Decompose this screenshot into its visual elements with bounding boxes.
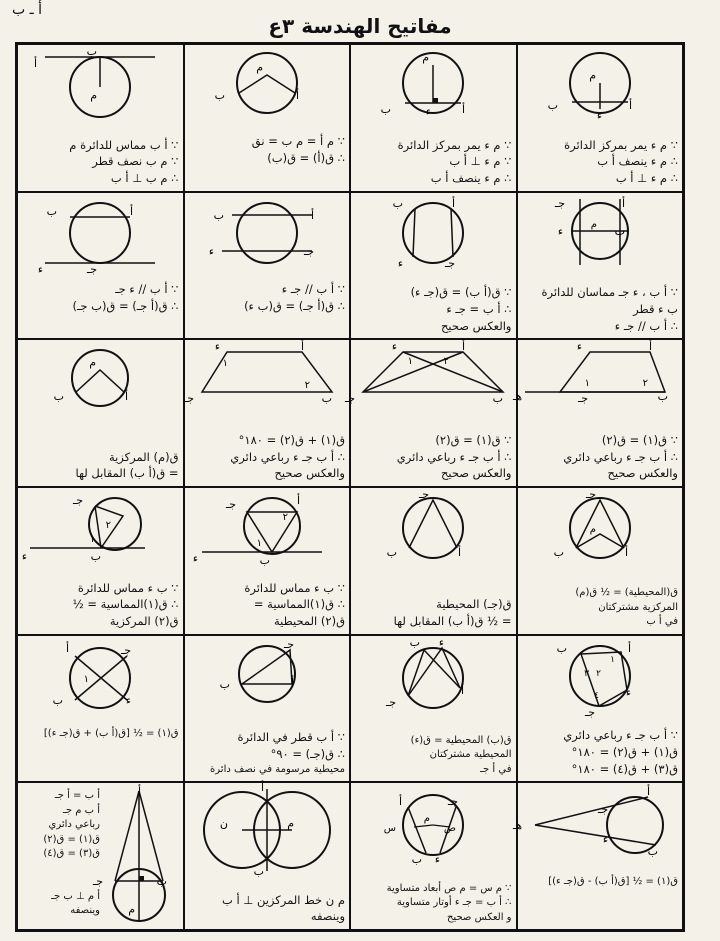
figure-18	[368, 635, 498, 718]
svg-text:جـ: جـ	[345, 392, 356, 406]
svg-text:ص: ص	[444, 823, 457, 835]
figure-21	[512, 785, 680, 865]
svg-text:جـ: جـ	[87, 262, 98, 276]
svg-text:ب: ب	[259, 554, 270, 567]
svg-text:جـ: جـ	[183, 392, 194, 406]
svg-text:جـ: جـ	[121, 643, 132, 657]
svg-text:جـ: جـ	[554, 196, 565, 210]
svg-text:جـ: جـ	[303, 244, 314, 258]
theorem-cell-7	[184, 192, 351, 340]
theorem-cell-9	[512, 339, 684, 487]
theorem-cell-10	[345, 339, 517, 487]
theorem-text-23: م ن خط المركزين ⊥ أ ب وينصفه	[221, 892, 345, 924]
theorem-cell-13	[517, 487, 684, 635]
svg-text:جـ: جـ	[597, 803, 608, 817]
svg-text:٢: ٢	[443, 356, 450, 368]
svg-text:م: م	[127, 903, 135, 917]
theorem-text-13: ق(المحيطية) = ½ ق(م) المركزية مشتركتان في أ ب	[575, 587, 678, 628]
theorem-cell-1	[517, 44, 684, 192]
theorem-text-6: ∵ ق(أ ب) = ق(جـ ء) ∴ أ ب = جـ ء والعكس صحيح	[410, 285, 512, 333]
svg-text:ب: ب	[86, 45, 98, 58]
svg-text:هـ: هـ	[512, 819, 522, 833]
theorem-text-14: ق(جـ) المحيطية = ½ ق(أ ب) المقابل لها	[393, 597, 512, 628]
svg-text:ء: ء	[398, 256, 404, 270]
figure-10	[345, 340, 513, 406]
figure-2	[373, 47, 493, 127]
svg-text:أ: أ	[452, 196, 456, 210]
svg-text:ء: ء	[439, 635, 445, 649]
theorem-cell-6	[350, 192, 517, 340]
figure-23	[192, 781, 342, 879]
svg-text:أ: أ	[66, 641, 70, 655]
svg-text:٢: ٢	[642, 378, 648, 390]
figure-24	[92, 785, 179, 925]
svg-text:ب: ب	[321, 392, 332, 406]
corner-mark: أ ـ ب	[12, 2, 43, 18]
theorem-text-4: ∵ أ ب مماس للدائرة م ∵ م ب نصف قطر ∴ م ب ⊥ أ ب	[69, 137, 179, 185]
svg-text:جـ: جـ	[386, 695, 397, 709]
svg-text:ب: ب	[386, 546, 398, 559]
svg-text:أ: أ	[137, 785, 141, 799]
theorem-cell-11	[184, 339, 351, 487]
svg-text:ء: ء	[596, 109, 602, 122]
theorem-text-18: ق(ب) المحيطية = ق(ء) المحيطية مشتركتان في أ جـ	[410, 734, 512, 775]
svg-text:ب: ب	[409, 635, 421, 649]
svg-text:١: ١	[407, 356, 414, 368]
page-title: مفاتيح الهندسة ٣ع	[268, 14, 452, 38]
theorem-text-11: ق(١) + ق(٢) = ١٨٠° ∴ أ ب جـ ء رباعي دائري والعكس صحيح	[230, 432, 345, 481]
svg-text:ب: ب	[411, 853, 423, 867]
svg-text:م: م	[589, 524, 596, 535]
svg-text:ء: ء	[426, 105, 432, 118]
svg-text:٢: ٢	[282, 512, 288, 523]
theorem-text-24: أ ب = أ جـ أ ب م جـ رباعي دائري ق(١) = ق(٢) ق(٣) = ق(٤) أ م ⊥ ب جـ وينصفه	[43, 790, 100, 917]
svg-text:ء: ء	[126, 693, 132, 707]
figure-16	[22, 490, 175, 565]
theorem-text-1: ∵ م ء يمر بمركز الدائرة ∴ م ء ينصف أ ب ∴ م ء ⊥ أ ب	[564, 137, 678, 185]
svg-text:أ: أ	[310, 208, 314, 222]
theorem-cell-21	[512, 782, 684, 930]
svg-text:م: م	[422, 51, 430, 64]
figure-4	[25, 47, 175, 127]
theorem-grid	[15, 42, 685, 932]
svg-text:٤: ٤	[593, 690, 599, 701]
svg-text:ب: ب	[614, 224, 625, 238]
figure-6	[373, 195, 493, 270]
svg-text:جـ: جـ	[448, 795, 459, 809]
theorem-cell-12	[17, 339, 184, 487]
svg-text:جـ: جـ	[419, 488, 430, 501]
svg-text:أ: أ	[34, 57, 38, 70]
theorem-text-15: ∵ ب ء مماس للدائرة ∴ ق(١)المماسية = ق(٢) المحيطية	[244, 580, 345, 628]
svg-text:جـ: جـ	[92, 875, 103, 889]
svg-text:ء: ء	[435, 853, 441, 867]
svg-text:م: م	[89, 356, 97, 370]
svg-text:١: ١	[256, 538, 262, 549]
figure-12	[40, 342, 160, 412]
figure-15	[192, 490, 342, 565]
svg-text:م: م	[286, 817, 294, 831]
theorem-text-10: ∵ ق(١) = ق(٢) ∴ أ ب جـ ء رباعي دائري والعكس صحيح	[396, 432, 512, 481]
svg-text:ب: ب	[53, 390, 65, 404]
svg-text:جـ: جـ	[584, 705, 595, 719]
svg-text:١: ١	[89, 534, 96, 545]
figure-1	[540, 47, 660, 127]
theorem-text-16: ∵ ب ء مماس للدائرة ∴ ق(١)المماسية = ½ ق(٢) المركزية	[72, 580, 179, 628]
svg-text:م: م	[424, 813, 431, 825]
theorem-cell-4	[17, 44, 184, 192]
svg-text:أ: أ	[646, 785, 650, 799]
svg-text:ب: ب	[657, 390, 668, 404]
theorem-text-7: ∵ أ ب // جـ ء ∴ ق(أ جـ) = ق(ب ء)	[244, 281, 345, 313]
theorem-cell-22	[350, 782, 517, 930]
svg-text:أ: أ	[627, 641, 631, 655]
svg-text:ب: ب	[253, 865, 264, 879]
svg-text:ء: ء	[576, 340, 582, 354]
theorem-cell-24	[17, 782, 184, 930]
figure-9	[512, 340, 680, 406]
figure-22	[368, 785, 498, 865]
svg-text:أ: أ	[399, 795, 403, 809]
svg-text:أ: أ	[296, 494, 300, 507]
svg-text:أ: أ	[648, 340, 652, 354]
theorem-cell-15	[184, 487, 351, 635]
svg-text:ب: ب	[46, 204, 58, 218]
theorem-text-17: ∵ أ ب جـ ء رباعي دائري ق(١) + ق(٢) = ١٨٠° ق(٣) + ق(٤) = ١٨٠°	[563, 728, 678, 776]
svg-text:ب: ب	[553, 546, 564, 559]
theorem-cell-20	[17, 635, 184, 783]
svg-text:١: ١	[609, 654, 615, 665]
svg-text:ب: ب	[213, 208, 224, 222]
theorem-text-12: ق(م) المركزية = ق(أ ب) المقابل لها	[75, 449, 179, 481]
theorem-cell-3	[184, 44, 351, 192]
svg-text:ب: ب	[219, 677, 230, 691]
svg-text:ب: ب	[214, 89, 225, 102]
svg-text:أ: أ	[461, 683, 465, 697]
svg-text:جـ: جـ	[225, 498, 236, 511]
svg-text:ب: ب	[556, 641, 567, 655]
svg-text:ب: ب	[90, 550, 102, 563]
figure-8	[35, 195, 165, 275]
svg-text:ب: ب	[156, 875, 167, 889]
svg-text:أ: أ	[462, 340, 466, 354]
theorem-text-8: ∵ أ ب // ء جـ ∴ ق(أ جـ) = ق(ب جـ)	[72, 281, 179, 313]
svg-text:٢: ٢	[595, 668, 601, 679]
theorem-cell-16	[17, 487, 184, 635]
svg-text:١: ١	[222, 358, 228, 370]
theorem-text-5: ∵ أ ب ، ء جـ مماسان للدائرة ب ء قطر ∴ أ ب // جـ ء	[541, 285, 678, 333]
figure-3	[207, 47, 327, 127]
theorem-cell-14	[350, 487, 517, 635]
svg-text:أ: أ	[624, 546, 628, 559]
theorem-text-2: ∵ م ء يمر بمركز الدائرة ∵ م ء ⊥ أ ب ∴ م ء ينصف أ ب	[397, 137, 512, 185]
svg-text:أ: أ	[300, 340, 304, 354]
figure-17	[535, 638, 665, 718]
svg-text:جـ: جـ	[73, 494, 84, 507]
svg-text:١: ١	[83, 673, 90, 685]
svg-text:ء: ء	[625, 685, 631, 699]
svg-text:أ: أ	[130, 204, 134, 218]
theorem-cell-18	[350, 635, 517, 783]
svg-text:أ: أ	[621, 196, 625, 210]
theorem-cell-2	[350, 44, 517, 192]
figure-20	[35, 638, 165, 718]
theorem-text-21: ق(١) = ½ [ق(أ ب) - ق(جـ ء)]	[548, 875, 678, 887]
figure-7	[202, 195, 332, 270]
svg-text:م: م	[90, 89, 98, 102]
svg-text:ء: ء	[392, 340, 398, 354]
svg-text:أ: أ	[628, 99, 632, 112]
svg-text:أ: أ	[462, 103, 466, 116]
theorem-cell-8	[17, 192, 184, 340]
svg-text:أ: أ	[125, 390, 129, 404]
theorem-cell-17	[517, 635, 684, 783]
theorem-text-20: ق(١) = ½ [ق(أ ب) + ق(جـ ء)]	[43, 727, 179, 739]
svg-text:م: م	[255, 61, 263, 74]
svg-text:ء: ء	[192, 552, 198, 565]
svg-text:ب: ب	[52, 693, 64, 707]
figure-11	[183, 340, 342, 406]
figure-14	[373, 490, 493, 565]
theorem-cell-5	[517, 192, 684, 340]
svg-text:ء: ء	[22, 550, 28, 563]
svg-text:أ: أ	[458, 546, 462, 559]
theorem-text-3: ∵ م أ = م ب = نق ∴ ق(أ) = ق(ب)	[251, 134, 345, 165]
svg-text:٣: ٣	[583, 668, 589, 679]
svg-text:جـ: جـ	[585, 488, 596, 501]
svg-text:م: م	[588, 69, 596, 82]
svg-text:جـ: جـ	[283, 637, 294, 651]
theorem-text-9: ∵ ق(١) = ق(٢) ∴ أ ب جـ ء رباعي دائري والعكس صحيح	[563, 432, 678, 481]
svg-text:ء: ء	[208, 244, 214, 258]
svg-text:م: م	[590, 218, 597, 230]
theorem-text-22: ∵ م س = م ص أبعاد متساوية ∴ أ ب = جـ ء أوتار متساوية و العكس صحيح	[386, 882, 512, 923]
svg-text:ء: ء	[38, 262, 44, 276]
svg-text:ء: ء	[602, 833, 608, 847]
svg-text:أ: أ	[290, 675, 294, 689]
svg-text:٢: ٢	[105, 520, 112, 531]
svg-text:ب: ب	[380, 103, 392, 116]
figure-19	[202, 638, 332, 708]
svg-text:أ: أ	[260, 781, 264, 795]
svg-text:جـ: جـ	[445, 256, 456, 270]
svg-text:ب: ب	[547, 99, 558, 112]
figure-13	[540, 490, 660, 565]
svg-text:ب: ب	[392, 196, 404, 210]
svg-text:ب: ب	[647, 845, 658, 859]
svg-text:٢: ٢	[304, 380, 310, 392]
theorem-text-19: ∵ أ ب قطر في الدائرة ∴ ق(جـ) = ٩٠° محيطية مرسومة في نصف دائرة	[210, 730, 345, 775]
svg-text:ء: ء	[214, 340, 220, 354]
svg-text:أ: أ	[295, 89, 299, 102]
figure-5	[535, 195, 665, 267]
theorem-cell-19	[184, 635, 351, 783]
svg-text:جـ: جـ	[577, 392, 588, 406]
svg-text:ب: ب	[492, 392, 504, 406]
svg-text:١: ١	[584, 378, 590, 390]
theorem-cell-23	[184, 782, 351, 930]
svg-text:هـ: هـ	[512, 390, 522, 404]
svg-text:ء: ء	[557, 224, 563, 238]
svg-text:س: س	[384, 823, 397, 835]
svg-text:ن: ن	[219, 817, 228, 831]
